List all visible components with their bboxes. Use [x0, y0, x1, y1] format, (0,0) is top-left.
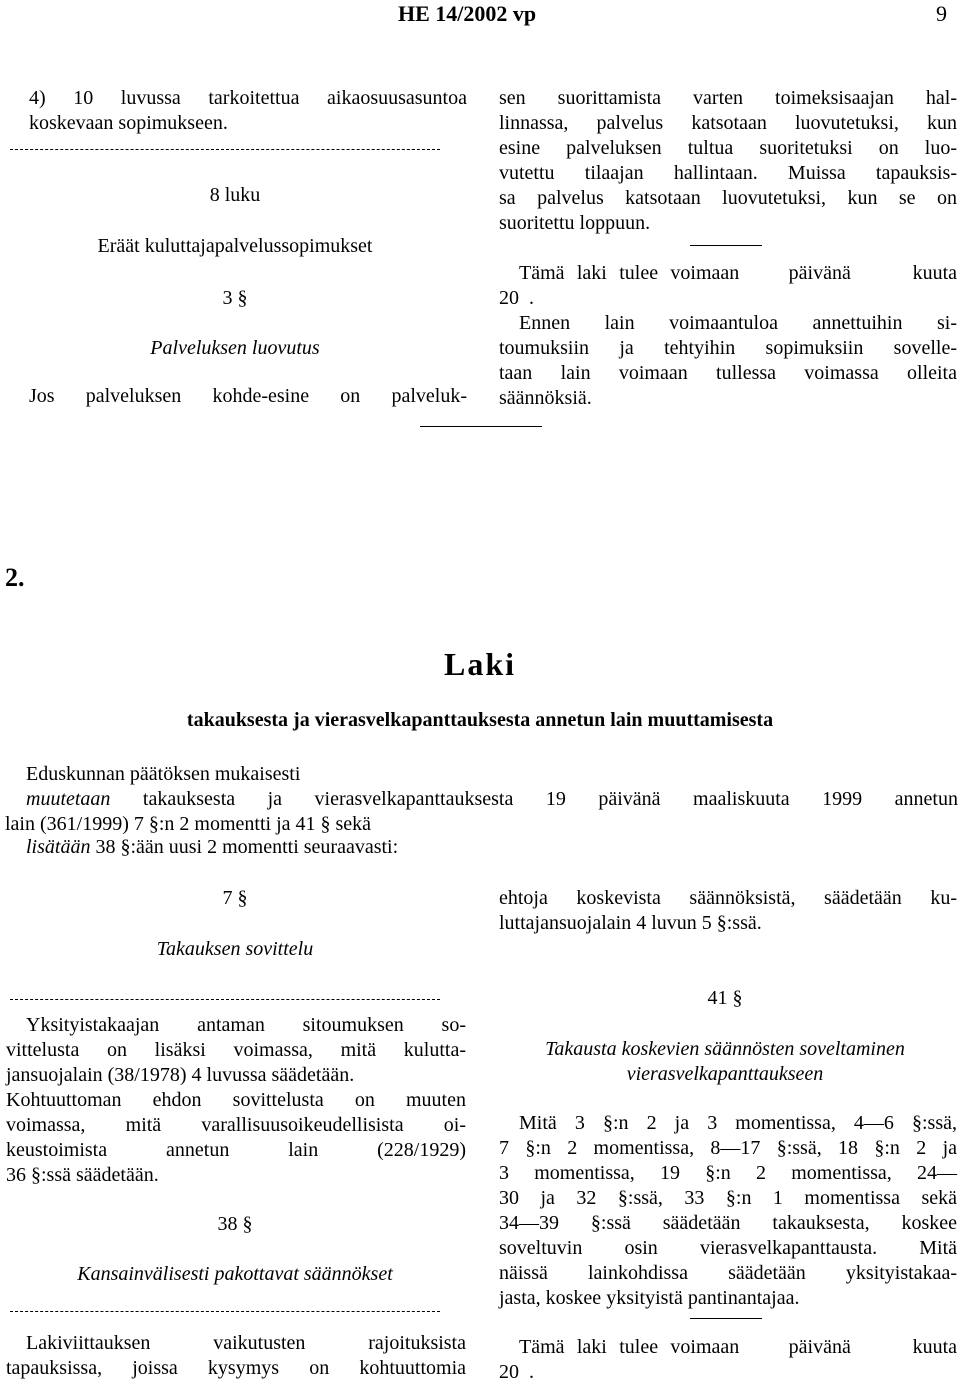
text-line: esine palveluksen tultua suoritetuksi on luo-	[499, 137, 957, 159]
end-of-bill-rule	[420, 426, 542, 427]
chapter-title: Eräät kuluttajapalvelussopimukset	[97, 235, 373, 257]
section-41-heading: 41 §	[707, 987, 743, 1009]
section-38-text	[6, 1331, 466, 1381]
bill-number: 2.	[5, 563, 25, 592]
section-title: Palveluksen luovutus	[150, 337, 320, 359]
omission-dashes	[10, 1311, 440, 1312]
text-line: jansuojalain (38/1978) 4 luvussa säädetään.	[6, 1064, 355, 1086]
bill-intro: Eduskunnan päätöksen mukaisesti	[26, 763, 301, 785]
entry-into-force-year: 20 .	[499, 1361, 534, 1383]
text-line: 3 momentissa, 19 §:n 2 momentissa, 24—	[499, 1162, 957, 1184]
bill-intro-line: lain (361/1999) 7 §:n 2 momentti ja 41 § sekä	[5, 813, 372, 835]
amend-keyword: muutetaan	[26, 788, 111, 810]
text-line: toumuksiin ja tehtyihin sopimuksiin sovelle-	[499, 337, 957, 359]
omission-dashes	[10, 999, 440, 1000]
top-left-column	[29, 86, 467, 136]
text-line: 7 §:n 2 momentissa, 8—17 §:ssä, 18 §:n 2 ja	[499, 1137, 957, 1159]
text-line: 36 §:ssä säädetään.	[6, 1164, 159, 1186]
text-line: keustoimista annetun lain (228/1929)	[6, 1139, 466, 1161]
text-line: linnassa, palvelus katsotaan luovutetuksi, kun	[499, 112, 957, 134]
text-line: jasta, koskee yksityistä pantinantajaa.	[499, 1287, 800, 1309]
text-line: näissä lainkohdissa säädetään yksityistakaa-	[499, 1262, 957, 1284]
text-line: voimassa, mitä varallisuusoikeudellisista oi-	[6, 1114, 466, 1136]
bill-intro-add	[26, 835, 398, 860]
section-7-heading: 7 §	[222, 887, 248, 909]
text-line: tapauksissa, joissa kysymys on kohtuuttomia	[6, 1357, 466, 1379]
paragraph-start: Jos palveluksen kohde-esine on palveluk-	[29, 385, 467, 407]
add-keyword: lisätään	[26, 836, 91, 858]
amend-text: takauksesta ja vierasvelkapanttauksesta 19 päivänä maaliskuuta 1999 annetun	[110, 788, 958, 810]
section-38-continuation	[499, 886, 957, 936]
omission-dashes	[10, 149, 440, 150]
section-7-text	[6, 1013, 466, 1188]
text-line: sen suorittamista varten toimeksisaajan hal-	[499, 87, 957, 109]
text-line: taan lain voimaan tullessa voimassa olleita	[499, 362, 957, 384]
text-line: vittelusta on lisäksi voimassa, mitä kulutta-	[6, 1039, 466, 1061]
text-line: soveltuvin osin vierasvelkapanttausta. Mitä	[499, 1237, 957, 1259]
section-heading: 3 §	[222, 287, 248, 309]
text-line: 4) 10 luvussa tarkoitettua aikaosuusasuntoa	[29, 87, 467, 109]
transitional-provision	[499, 311, 957, 411]
text-line: vutettu tilaajan hallintaan. Muissa tapauksis-	[499, 162, 957, 184]
section-41-title-cont: vierasvelkapanttaukseen	[626, 1063, 824, 1085]
text-line: 34—39 §:ssä säädetään takauksesta, koskee	[499, 1212, 957, 1234]
section-41-title: Takausta koskevien säännösten soveltaminen	[545, 1038, 905, 1060]
entry-into-force-year: 20 .	[499, 287, 534, 309]
text-line: luttajansuojalain 4 luvun 5 §:ssä.	[499, 912, 762, 934]
bill-intro-amend	[26, 787, 958, 812]
text-line: sa palvelus katsotaan luovutetuksi, kun se on	[499, 187, 957, 209]
entry-into-force-line: Tämä laki tulee voimaan päivänä kuuta	[519, 262, 957, 284]
bill-title: Laki	[443, 646, 517, 682]
separator-rule	[690, 1318, 762, 1319]
text-line: ehtoja koskevista säännöksistä, säädetään ku-	[499, 887, 957, 909]
document-header-title: HE 14/2002 vp	[398, 1, 537, 26]
top-right-column	[499, 86, 957, 236]
page-number: 9	[936, 1, 947, 26]
chapter-heading: 8 luku	[209, 184, 261, 206]
text-line: Lakiviittauksen vaikutusten rajoituksista	[26, 1332, 466, 1354]
text-line: Kohtuuttoman ehdon sovittelusta on muuten	[6, 1089, 466, 1111]
text-line: Mitä 3 §:n 2 ja 3 momentissa, 4—6 §:ssä,	[519, 1112, 957, 1134]
separator-rule	[690, 245, 762, 246]
text-line: Yksityistakaajan antaman sitoumuksen so-	[26, 1014, 466, 1036]
add-text: 38 §:ään uusi 2 momentti seuraavasti:	[90, 836, 399, 858]
text-line: suoritettu loppuun.	[499, 212, 651, 234]
text-line: koskevaan sopimukseen.	[29, 112, 228, 134]
section-41-text	[499, 1111, 957, 1311]
entry-into-force-line: Tämä laki tulee voimaan päivänä kuuta	[519, 1336, 957, 1358]
section-38-title: Kansainvälisesti pakottavat säännökset	[77, 1263, 393, 1285]
text-line: 30 ja 32 §:ssä, 33 §:n 1 momentissa sekä	[499, 1187, 957, 1209]
section-7-title: Takauksen sovittelu	[156, 938, 314, 960]
text-line: Ennen lain voimaantuloa annettuihin si-	[519, 312, 957, 334]
text-line: säännöksiä.	[499, 387, 592, 409]
bill-subtitle: takauksesta ja vierasvelkapanttauksesta annetun lain muuttamisesta	[186, 709, 774, 731]
section-38-heading: 38 §	[217, 1213, 253, 1235]
